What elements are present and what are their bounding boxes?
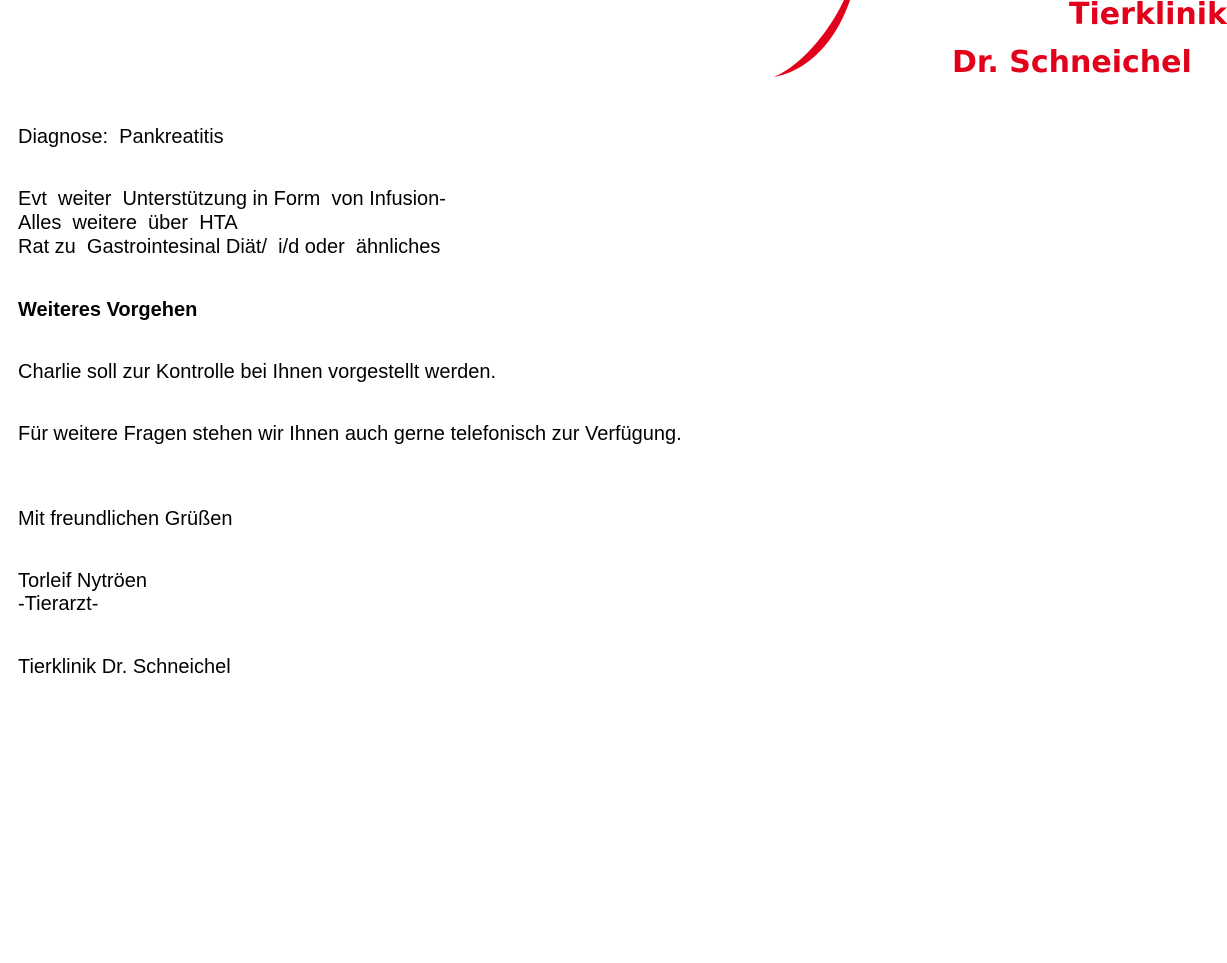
recommendation-line: Evt weiter Unterstützung in Form von Infusion- bbox=[18, 188, 446, 210]
diagnosis-line: Diagnose: Pankreatitis bbox=[18, 126, 224, 148]
section-heading: Weiteres Vorgehen bbox=[18, 299, 198, 321]
signer-title: -Tierarzt- bbox=[18, 593, 99, 615]
logo-line-clinic: Tierklinik bbox=[1069, 0, 1227, 32]
recommendation-line: Rat zu Gastrointesinal Diät/ i/d oder ähnliches bbox=[18, 236, 441, 258]
logo-wordmark bbox=[950, 0, 1227, 82]
clinic-name: Tierklinik Dr. Schneichel bbox=[18, 656, 231, 678]
contact-line: Für weitere Fragen stehen wir Ihnen auch gerne telefonisch zur Verfügung. bbox=[18, 423, 682, 445]
logo-line-doctor: Dr. Schneichel bbox=[952, 45, 1192, 80]
closing-line: Mit freundlichen Grüßen bbox=[18, 508, 233, 530]
signer-name: Torleif Nytröen bbox=[18, 570, 147, 592]
recommendation-line: Alles weitere über HTA bbox=[18, 212, 238, 234]
followup-line: Charlie soll zur Kontrolle bei Ihnen vorgestellt werden. bbox=[18, 361, 497, 383]
logo-swoosh-icon bbox=[770, 0, 850, 82]
